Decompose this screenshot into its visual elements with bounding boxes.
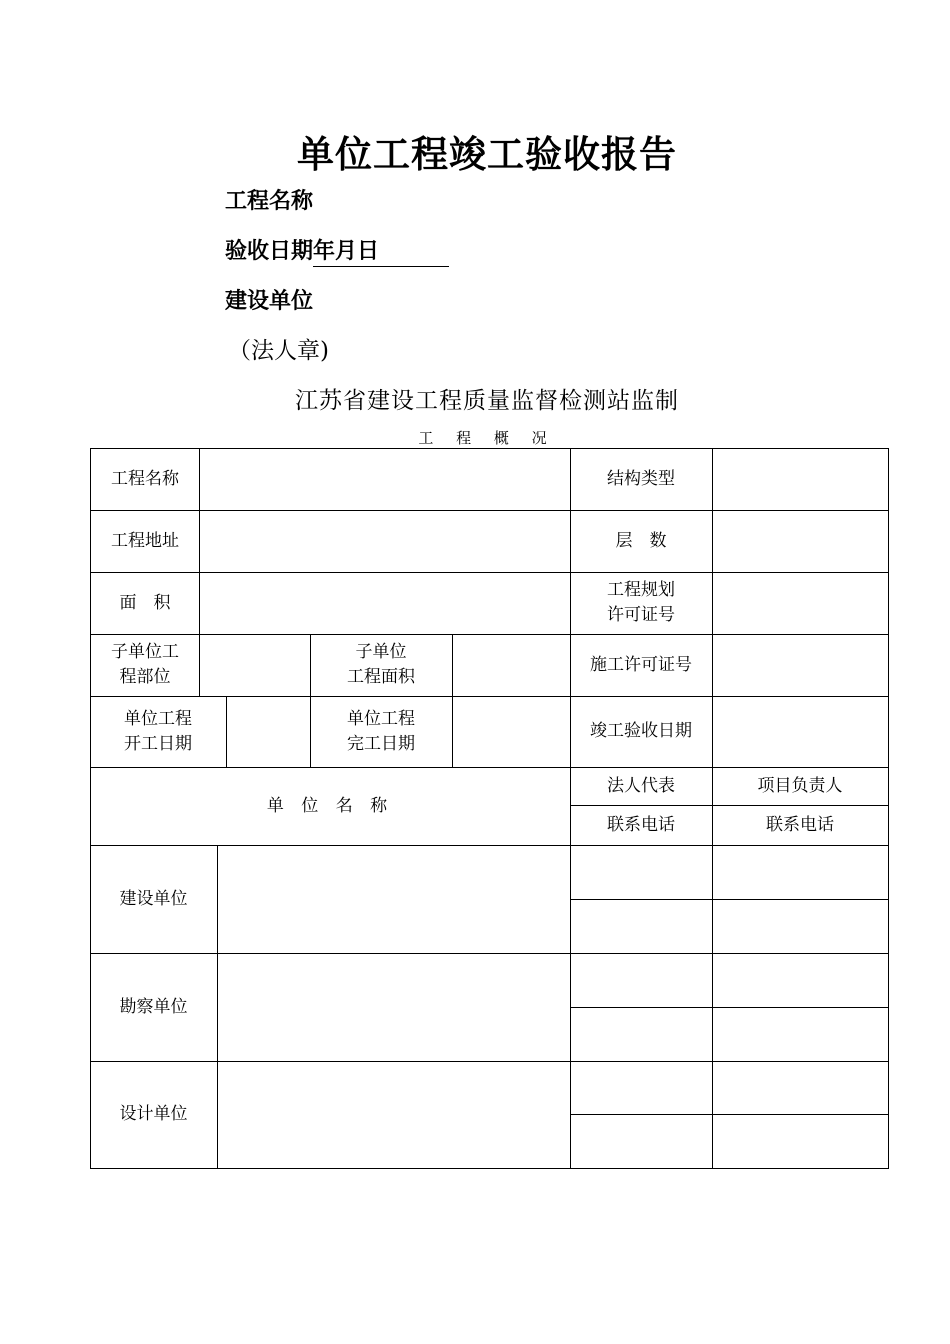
finish-date-value-field[interactable] bbox=[452, 696, 570, 767]
project-address-label: 工程地址 bbox=[111, 530, 179, 551]
survey-lead-phone-field[interactable] bbox=[712, 1007, 888, 1061]
acceptance-date-label: 验收日期 bbox=[225, 239, 314, 264]
project-name-label: 工程名称 bbox=[111, 468, 179, 489]
start-date-value-field[interactable] bbox=[226, 696, 310, 767]
planning-permit-cell bbox=[570, 572, 712, 634]
structure-type-value-field[interactable] bbox=[712, 448, 888, 510]
survey-legal-rep-field[interactable] bbox=[570, 953, 712, 1007]
construction-unit-label: 建设单位 bbox=[119, 888, 188, 909]
form-rule bbox=[888, 448, 889, 1169]
phone-label-2: 联系电话 bbox=[766, 814, 834, 835]
acceptance-date-label: 竣工验收日期 bbox=[590, 721, 692, 741]
builder-label: 建设单位 bbox=[225, 289, 314, 314]
design-lead-phone-field[interactable] bbox=[712, 1114, 888, 1168]
project-lead-header bbox=[712, 767, 888, 805]
issuer-line: 江苏省建设工程质量监督检测站监制 bbox=[295, 388, 679, 414]
design-project-lead-field[interactable] bbox=[712, 1061, 888, 1114]
project-name-cell bbox=[90, 448, 200, 510]
legal-seal-note: （法人章) bbox=[228, 338, 329, 364]
start-date-label: 单位工程 开工日期 bbox=[124, 708, 192, 754]
phone-header-2 bbox=[712, 805, 888, 845]
planning-permit-label: 工程规划 许可证号 bbox=[607, 580, 675, 625]
sub-unit-area-value-field[interactable] bbox=[452, 634, 570, 696]
survey-project-lead-field[interactable] bbox=[712, 953, 888, 1007]
legal-rep-label: 法人代表 bbox=[607, 775, 675, 796]
acceptance-date-line bbox=[225, 234, 449, 267]
sub-unit-part-value-field[interactable] bbox=[200, 634, 310, 696]
sub-unit-area-label: 子单位 工程面积 bbox=[347, 642, 415, 687]
construction-unit-name-field[interactable] bbox=[217, 845, 570, 953]
start-date-cell bbox=[90, 696, 226, 767]
construction-legal-rep-field[interactable] bbox=[570, 845, 712, 899]
project-lead-label: 项目负责人 bbox=[757, 775, 843, 796]
acceptance-date-cell bbox=[570, 696, 712, 767]
floors-cell bbox=[570, 510, 712, 572]
sub-unit-part-cell bbox=[90, 634, 200, 696]
construction-permit-label: 施工许可证号 bbox=[590, 654, 692, 675]
unit-name-label: 单 位 名 称 bbox=[266, 795, 394, 816]
unit-name-header bbox=[90, 767, 570, 845]
sub-unit-part-label: 子单位工 程部位 bbox=[111, 642, 179, 687]
acceptance-date-field[interactable]: 年月日 bbox=[313, 238, 449, 267]
design-legal-rep-field[interactable] bbox=[570, 1061, 712, 1114]
construction-permit-cell bbox=[570, 634, 712, 696]
legal-rep-header bbox=[570, 767, 712, 805]
structure-type-cell bbox=[570, 448, 712, 510]
finish-date-cell bbox=[310, 696, 452, 767]
construction-legal-phone-field[interactable] bbox=[570, 899, 712, 953]
project-address-value-field[interactable] bbox=[200, 510, 570, 572]
planning-permit-value-field[interactable] bbox=[712, 572, 888, 634]
report-title: 单位工程竣工验收报告 bbox=[297, 133, 677, 176]
phone-label-1: 联系电话 bbox=[607, 814, 675, 835]
sub-unit-area-cell bbox=[310, 634, 452, 696]
construction-lead-phone-field[interactable] bbox=[712, 899, 888, 953]
area-label: 面 积 bbox=[119, 592, 171, 613]
project-name-label: 工程名称 bbox=[225, 189, 314, 214]
finish-date-label: 单位工程 完工日期 bbox=[347, 708, 415, 754]
floors-value-field[interactable] bbox=[712, 510, 888, 572]
survey-legal-phone-field[interactable] bbox=[570, 1007, 712, 1061]
design-legal-phone-field[interactable] bbox=[570, 1114, 712, 1168]
area-cell bbox=[90, 572, 200, 634]
project-name-value-field[interactable] bbox=[200, 448, 570, 510]
phone-header-1 bbox=[570, 805, 712, 845]
design-unit-name-field[interactable] bbox=[217, 1061, 570, 1168]
design-unit-cell bbox=[90, 1061, 217, 1168]
construction-project-lead-field[interactable] bbox=[712, 845, 888, 899]
acceptance-date-value-field[interactable] bbox=[712, 696, 888, 767]
overview-section-title: 工 程 概 况 bbox=[418, 429, 556, 447]
project-address-cell bbox=[90, 510, 200, 572]
survey-unit-label: 勘察单位 bbox=[119, 996, 188, 1017]
design-unit-label: 设计单位 bbox=[119, 1104, 188, 1124]
floors-label: 层 数 bbox=[615, 530, 667, 551]
construction-unit-cell bbox=[90, 845, 217, 953]
construction-permit-value-field[interactable] bbox=[712, 634, 888, 696]
area-value-field[interactable] bbox=[200, 572, 570, 634]
structure-type-label: 结构类型 bbox=[607, 468, 675, 489]
form-rule bbox=[90, 1168, 889, 1169]
survey-unit-name-field[interactable] bbox=[217, 953, 570, 1061]
survey-unit-cell bbox=[90, 953, 217, 1061]
